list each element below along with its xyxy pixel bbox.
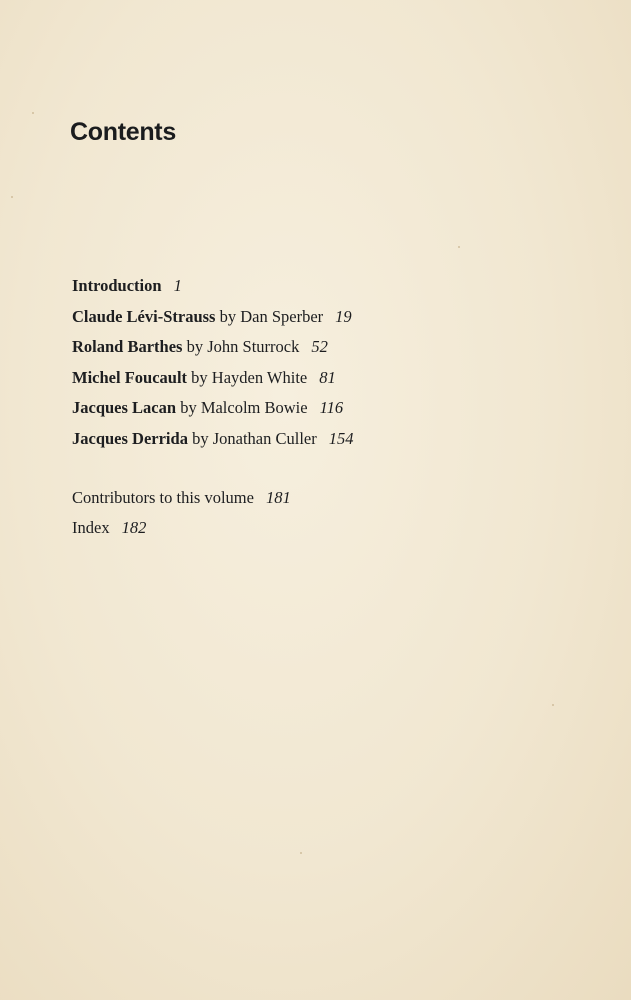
table-of-contents <box>72 273 353 456</box>
toc-entry-byline: by Hayden White <box>191 367 308 387</box>
toc-entry-title: Michel Foucault <box>72 367 188 387</box>
toc-entry-page: 81 <box>319 367 336 387</box>
toc-entry-byline: by Dan Sperber <box>219 306 324 326</box>
paper-speck <box>552 704 554 706</box>
backmatter-list <box>72 485 291 545</box>
toc-entry-foucault <box>72 365 353 396</box>
toc-entry-page: 19 <box>335 306 352 326</box>
toc-entry-byline: by John Sturrock <box>186 337 300 356</box>
toc-entry-title: Roland Barthes <box>72 337 183 356</box>
toc-entry-byline: by Malcolm Bowie <box>180 398 308 417</box>
toc-entry-page: 116 <box>319 398 344 417</box>
toc-entry-title: Jacques Derrida <box>72 428 188 448</box>
toc-entry-page: 154 <box>328 428 354 448</box>
paper-speck <box>458 246 460 248</box>
toc-entry-page: 52 <box>311 337 328 356</box>
toc-entry-lacan <box>72 395 353 426</box>
toc-entry-introduction <box>72 273 353 304</box>
backmatter-entry-label: Index <box>72 518 110 537</box>
backmatter-entry-page: 181 <box>265 488 291 507</box>
backmatter-entry-page: 182 <box>121 518 147 537</box>
backmatter-entry-contributors <box>72 485 291 515</box>
backmatter-entry-index <box>72 515 291 545</box>
toc-entry-title: Jacques Lacan <box>72 398 177 417</box>
toc-entry-barthes <box>72 334 353 365</box>
toc-entry-title: Introduction <box>72 276 162 295</box>
paper-speck <box>300 852 302 854</box>
paper-speck <box>32 112 34 114</box>
backmatter-entry-label: Contributors to this volume <box>72 488 254 507</box>
toc-entry-byline: by Jonathan Culler <box>192 428 317 448</box>
toc-entry-derrida <box>72 426 353 457</box>
toc-entry-page: 1 <box>173 276 182 295</box>
paper-speck <box>11 196 13 198</box>
page-title: Contents <box>70 118 176 146</box>
toc-entry-levi-strauss <box>72 304 353 335</box>
toc-entry-title: Claude Lévi-Strauss <box>72 306 216 326</box>
